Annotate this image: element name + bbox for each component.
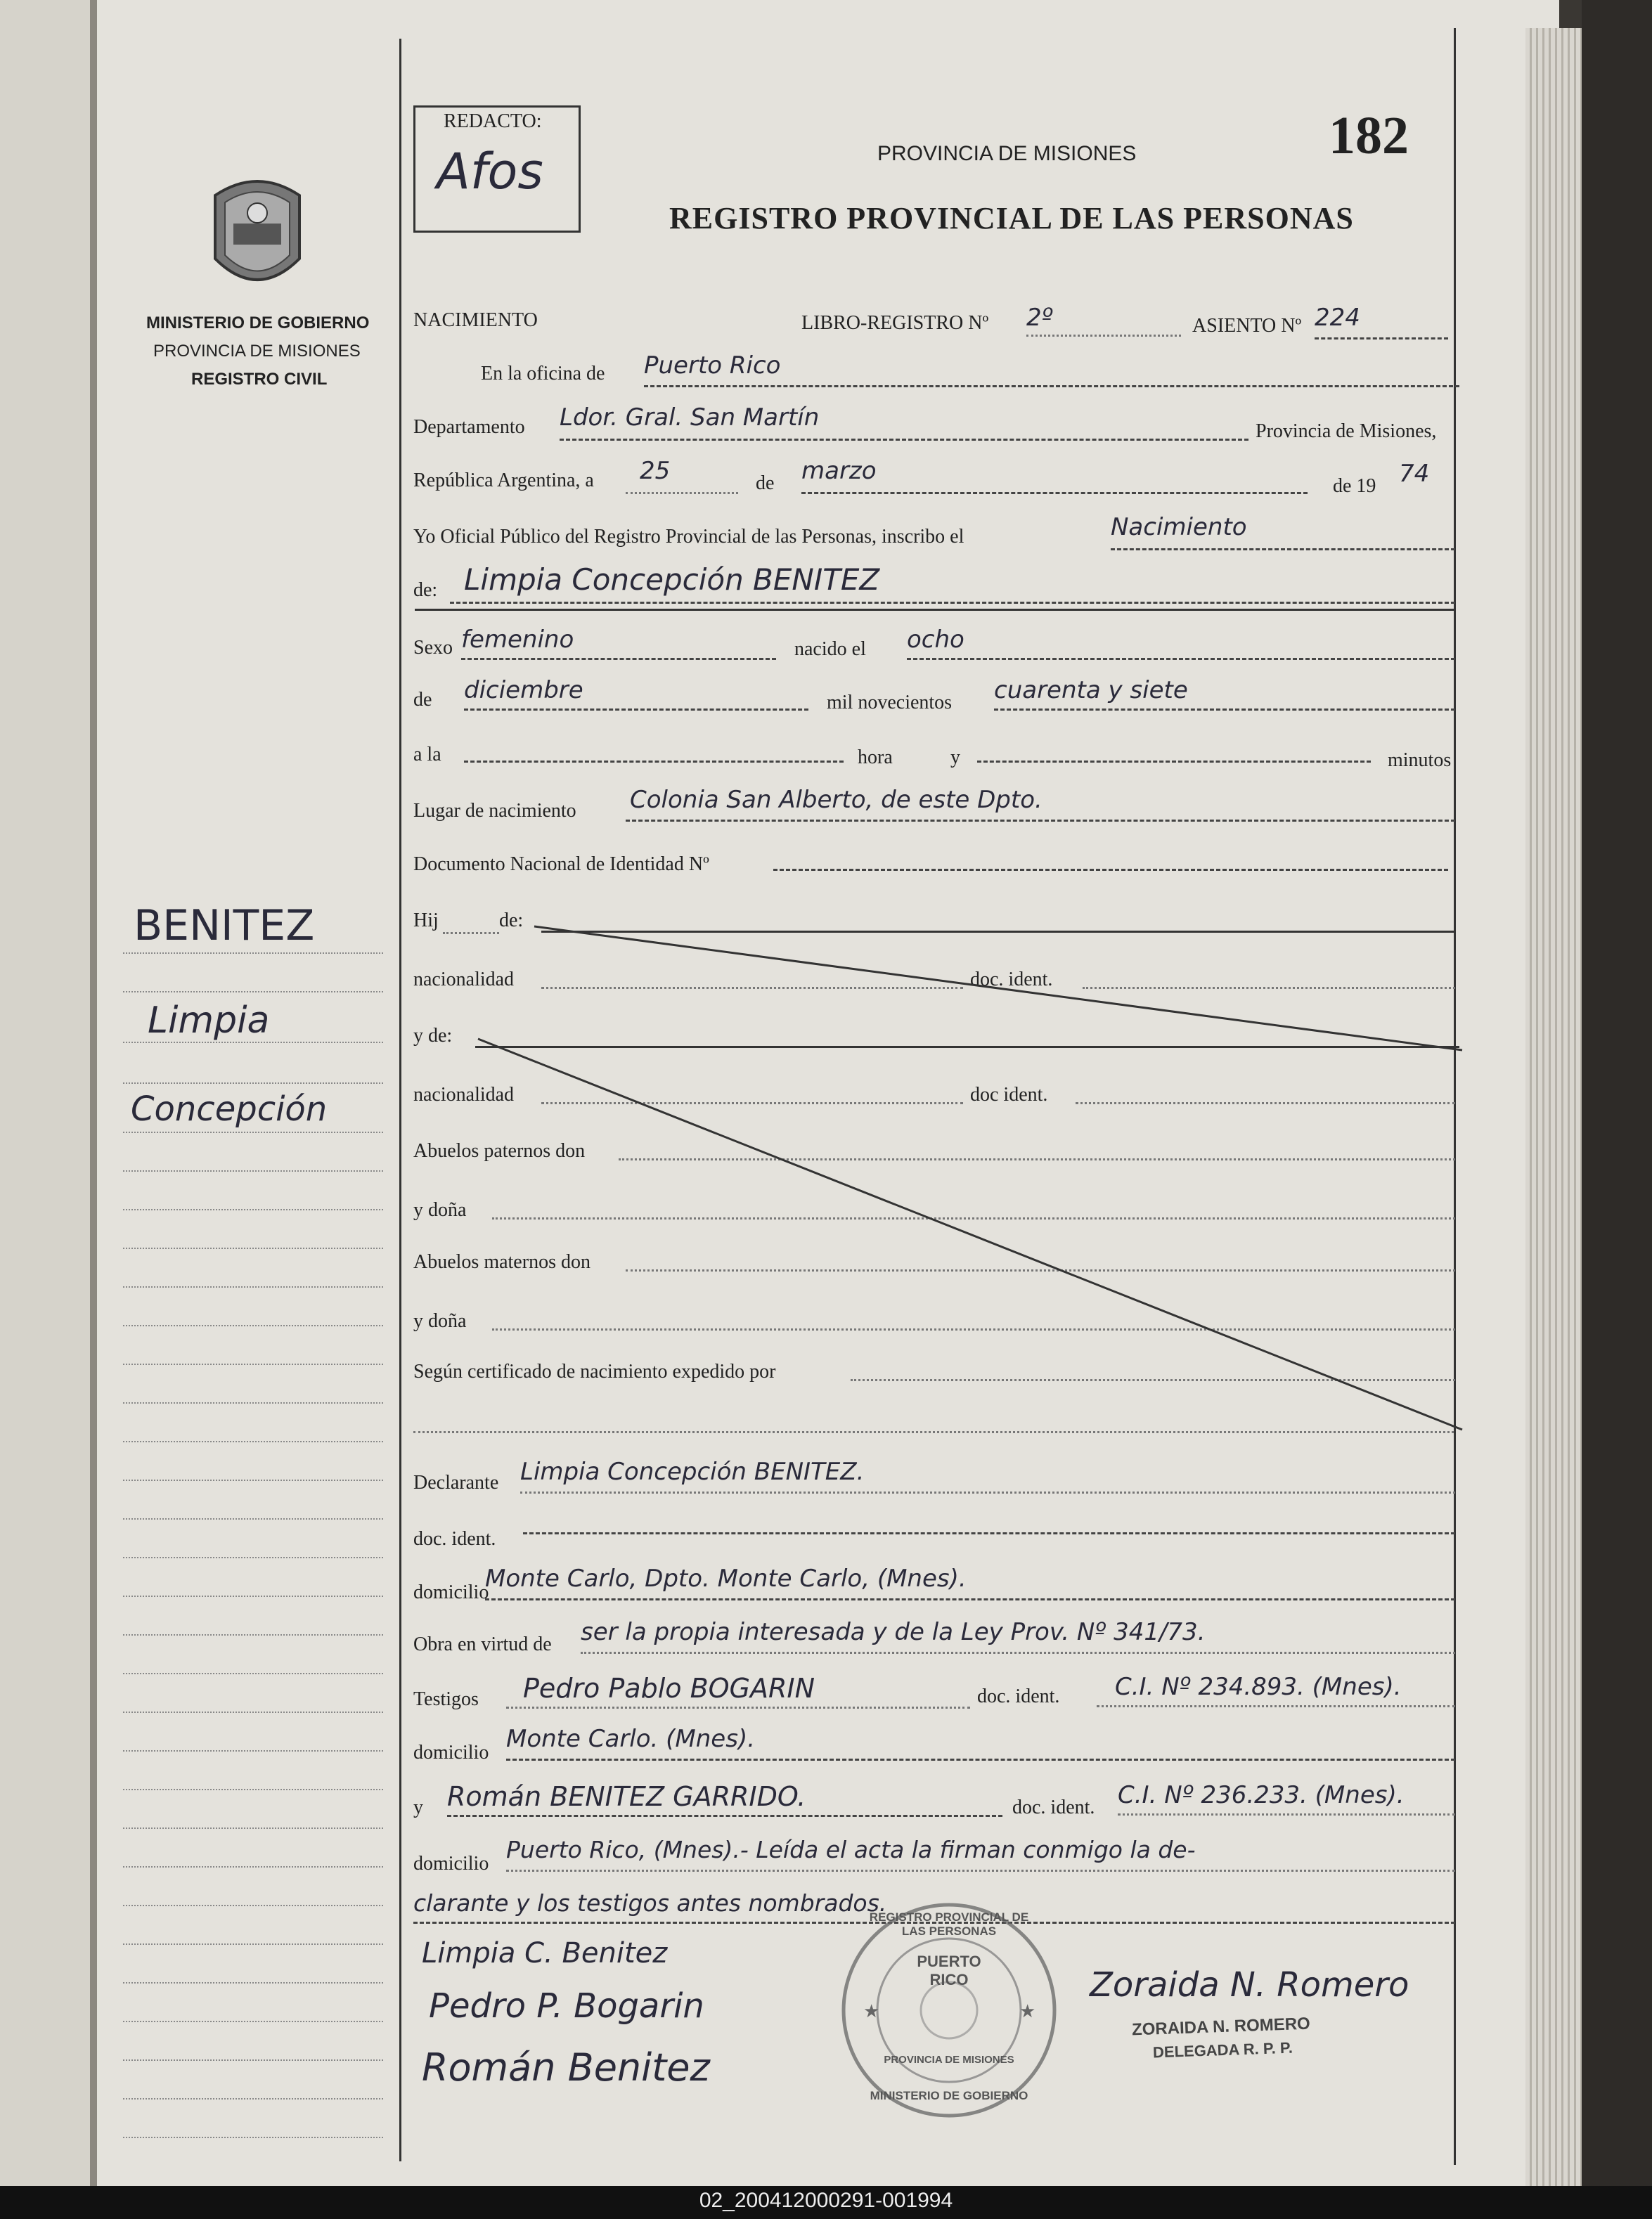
declarante-value: Limpia Concepción BENITEZ. [520, 1458, 865, 1486]
minutos-label: minutos [1388, 749, 1452, 771]
signature-declarante: Limpia C. Benitez [422, 1937, 668, 1969]
stamp-inner-text: PUERTO RICO [917, 1953, 981, 1988]
domicilio3-value: Puerto Rico, (Mnes).- Leída el acta la firman conmigo la de- [506, 1836, 1196, 1863]
testigo1-line [506, 1707, 970, 1709]
svg-text:★: ★ [863, 2001, 880, 2022]
de4-label: de: [499, 910, 524, 931]
de3-label: de [413, 689, 432, 711]
page-number: 182 [1329, 106, 1409, 165]
testigo2-value: Román BENITEZ GARRIDO. [447, 1781, 806, 1812]
yde-label: y de: [413, 1025, 453, 1047]
hora-label: hora [858, 746, 893, 768]
testigo1-doc-line [1097, 1705, 1455, 1707]
signature-testigo1: Pedro P. Bogarin [429, 1986, 704, 2026]
obra-line [581, 1652, 1455, 1654]
seal-line-provincia: PROVINCIA DE MISIONES [153, 342, 361, 361]
y2-label: y [413, 1797, 423, 1818]
obra-value: ser la propia interesada y de la Ley Prov. Nº 341/73. [581, 1618, 1206, 1646]
nacido-label: nacido el [794, 638, 866, 660]
segun-label: Según certificado de nacimiento expedido por [413, 1361, 776, 1383]
ala-label: a la [413, 744, 441, 765]
domicilio1-value: Monte Carlo, Dpto. Monte Carlo, (Mnes). [485, 1565, 967, 1593]
signature-official: Zoraida N. Romero [1090, 1965, 1409, 2005]
margin-first-name: Limpia [148, 999, 270, 1042]
docident3-label: doc. ident. [413, 1528, 496, 1550]
docident4-label: doc. ident. [977, 1686, 1060, 1707]
declarante-label: Declarante [413, 1472, 499, 1494]
stamp-bottom-text: MINISTERIO DE GOBIERNO [870, 2089, 1028, 2102]
footer-image-id: 02_200412000291-001994 [699, 2189, 953, 2212]
declarante-line [520, 1492, 1455, 1494]
oficial-value: Nacimiento [1111, 513, 1247, 541]
domicilio3-label: domicilio [413, 1853, 489, 1875]
republica-label: República Argentina, a [413, 470, 594, 491]
margin-second-name: Concepción [131, 1089, 328, 1129]
nac2-label: nacionalidad [413, 1084, 515, 1106]
year-value: 74 [1399, 460, 1430, 488]
lugar-label: Lugar de nacimiento [413, 800, 576, 822]
libro-label: LIBRO-REGISTRO Nº [801, 312, 989, 334]
docident5-label: doc. ident. [1012, 1797, 1095, 1818]
domicilio1-line [485, 1598, 1455, 1600]
stamp-inner-bottom-text: PROVINCIA DE MISIONES [884, 2054, 1014, 2066]
abuelos-maternos-label: Abuelos maternos don [413, 1251, 591, 1273]
lugar-value: Colonia San Alberto, de este Dpto. [630, 786, 1043, 814]
departamento-label: Departamento [413, 416, 525, 438]
sexo-value: femenino [461, 626, 574, 654]
name-value: Limpia Concepción BENITEZ [464, 562, 880, 597]
testigos-label: Testigos [413, 1688, 479, 1710]
birth-year-words-value: cuarenta y siete [994, 676, 1188, 704]
oficial-label: Yo Oficial Público del Registro Provincial de las Personas, inscribo el [413, 526, 964, 548]
provincia-label: Provincia de Misiones, [1256, 420, 1437, 442]
libro-value: 2º [1026, 304, 1053, 332]
testigo2-line [447, 1815, 1002, 1817]
svg-text:★: ★ [1019, 2001, 1036, 2022]
obra-label: Obra en virtud de [413, 1633, 552, 1655]
ydona2-label: y doña [413, 1310, 467, 1332]
y-label: y [950, 746, 960, 768]
domicilio2-line [506, 1759, 1455, 1761]
ydona1-label: y doña [413, 1199, 467, 1221]
month-value: marzo [801, 457, 877, 485]
stamp-outer-text: REGISTRO PROVINCIAL DE LAS PERSONAS [869, 1910, 1029, 1938]
testigo1-doc: C.I. Nº 234.893. (Mnes). [1115, 1673, 1402, 1701]
header-province: PROVINCIA DE MISIONES [877, 142, 1137, 165]
seal-line-registro: REGISTRO CIVIL [191, 370, 328, 389]
domicilio2-value: Monte Carlo. (Mnes). [506, 1725, 756, 1753]
sexo-label: Sexo [413, 637, 453, 659]
domicilio3-line [506, 1870, 1455, 1872]
day-value: 25 [640, 457, 671, 485]
docident3-line [523, 1532, 1455, 1534]
docident2-label: doc ident. [970, 1084, 1048, 1106]
nacido-value: ocho [907, 626, 964, 654]
departamento-value: Ldor. Gral. San Martín [560, 403, 820, 432]
domicilio1-label: domicilio [413, 1581, 489, 1603]
redacto-label: REDACTO: [444, 110, 542, 132]
redacto-initials: Afos [437, 143, 543, 200]
closing-value: clarante y los testigos antes nombrados. [413, 1889, 887, 1917]
mil-label: mil novecientos [827, 692, 953, 713]
header-registry: REGISTRO PROVINCIAL DE LAS PERSONAS [669, 201, 1354, 235]
testigo2-doc-line [1118, 1813, 1455, 1816]
dni-label: Documento Nacional de Identidad Nº [413, 853, 709, 875]
type-label: NACIMIENTO [413, 309, 538, 331]
seal-line-ministerio: MINISTERIO DE GOBIERNO [146, 313, 370, 332]
registry-stamp [837, 1898, 1061, 2123]
asiento-value: 224 [1315, 304, 1360, 332]
de-label: de [756, 472, 775, 494]
docident1-label: doc. ident. [970, 969, 1053, 990]
nac1-label: nacionalidad [413, 969, 515, 990]
oficina-label: En la oficina de [481, 363, 605, 384]
testigo1-value: Pedro Pablo BOGARIN [523, 1673, 815, 1704]
official-stamp-name: ZORAIDA N. ROMERO [1131, 2014, 1311, 2040]
de2-label: de: [413, 579, 438, 601]
hij-label: Hij [413, 910, 439, 931]
abuelos-paternos-label: Abuelos paternos don [413, 1140, 586, 1162]
oficina-value: Puerto Rico [644, 351, 781, 380]
testigo2-doc: C.I. Nº 236.233. (Mnes). [1118, 1781, 1405, 1809]
domicilio2-label: domicilio [413, 1742, 489, 1764]
year-label: de 19 [1333, 475, 1376, 497]
birth-month-value: diciembre [464, 676, 583, 704]
asiento-label: ASIENTO Nº [1192, 315, 1302, 337]
margin-surname: BENITEZ [134, 901, 315, 950]
signature-testigo2: Román Benitez [422, 2045, 710, 2090]
official-stamp-title: DELEGADA R. P. P. [1152, 2038, 1293, 2062]
